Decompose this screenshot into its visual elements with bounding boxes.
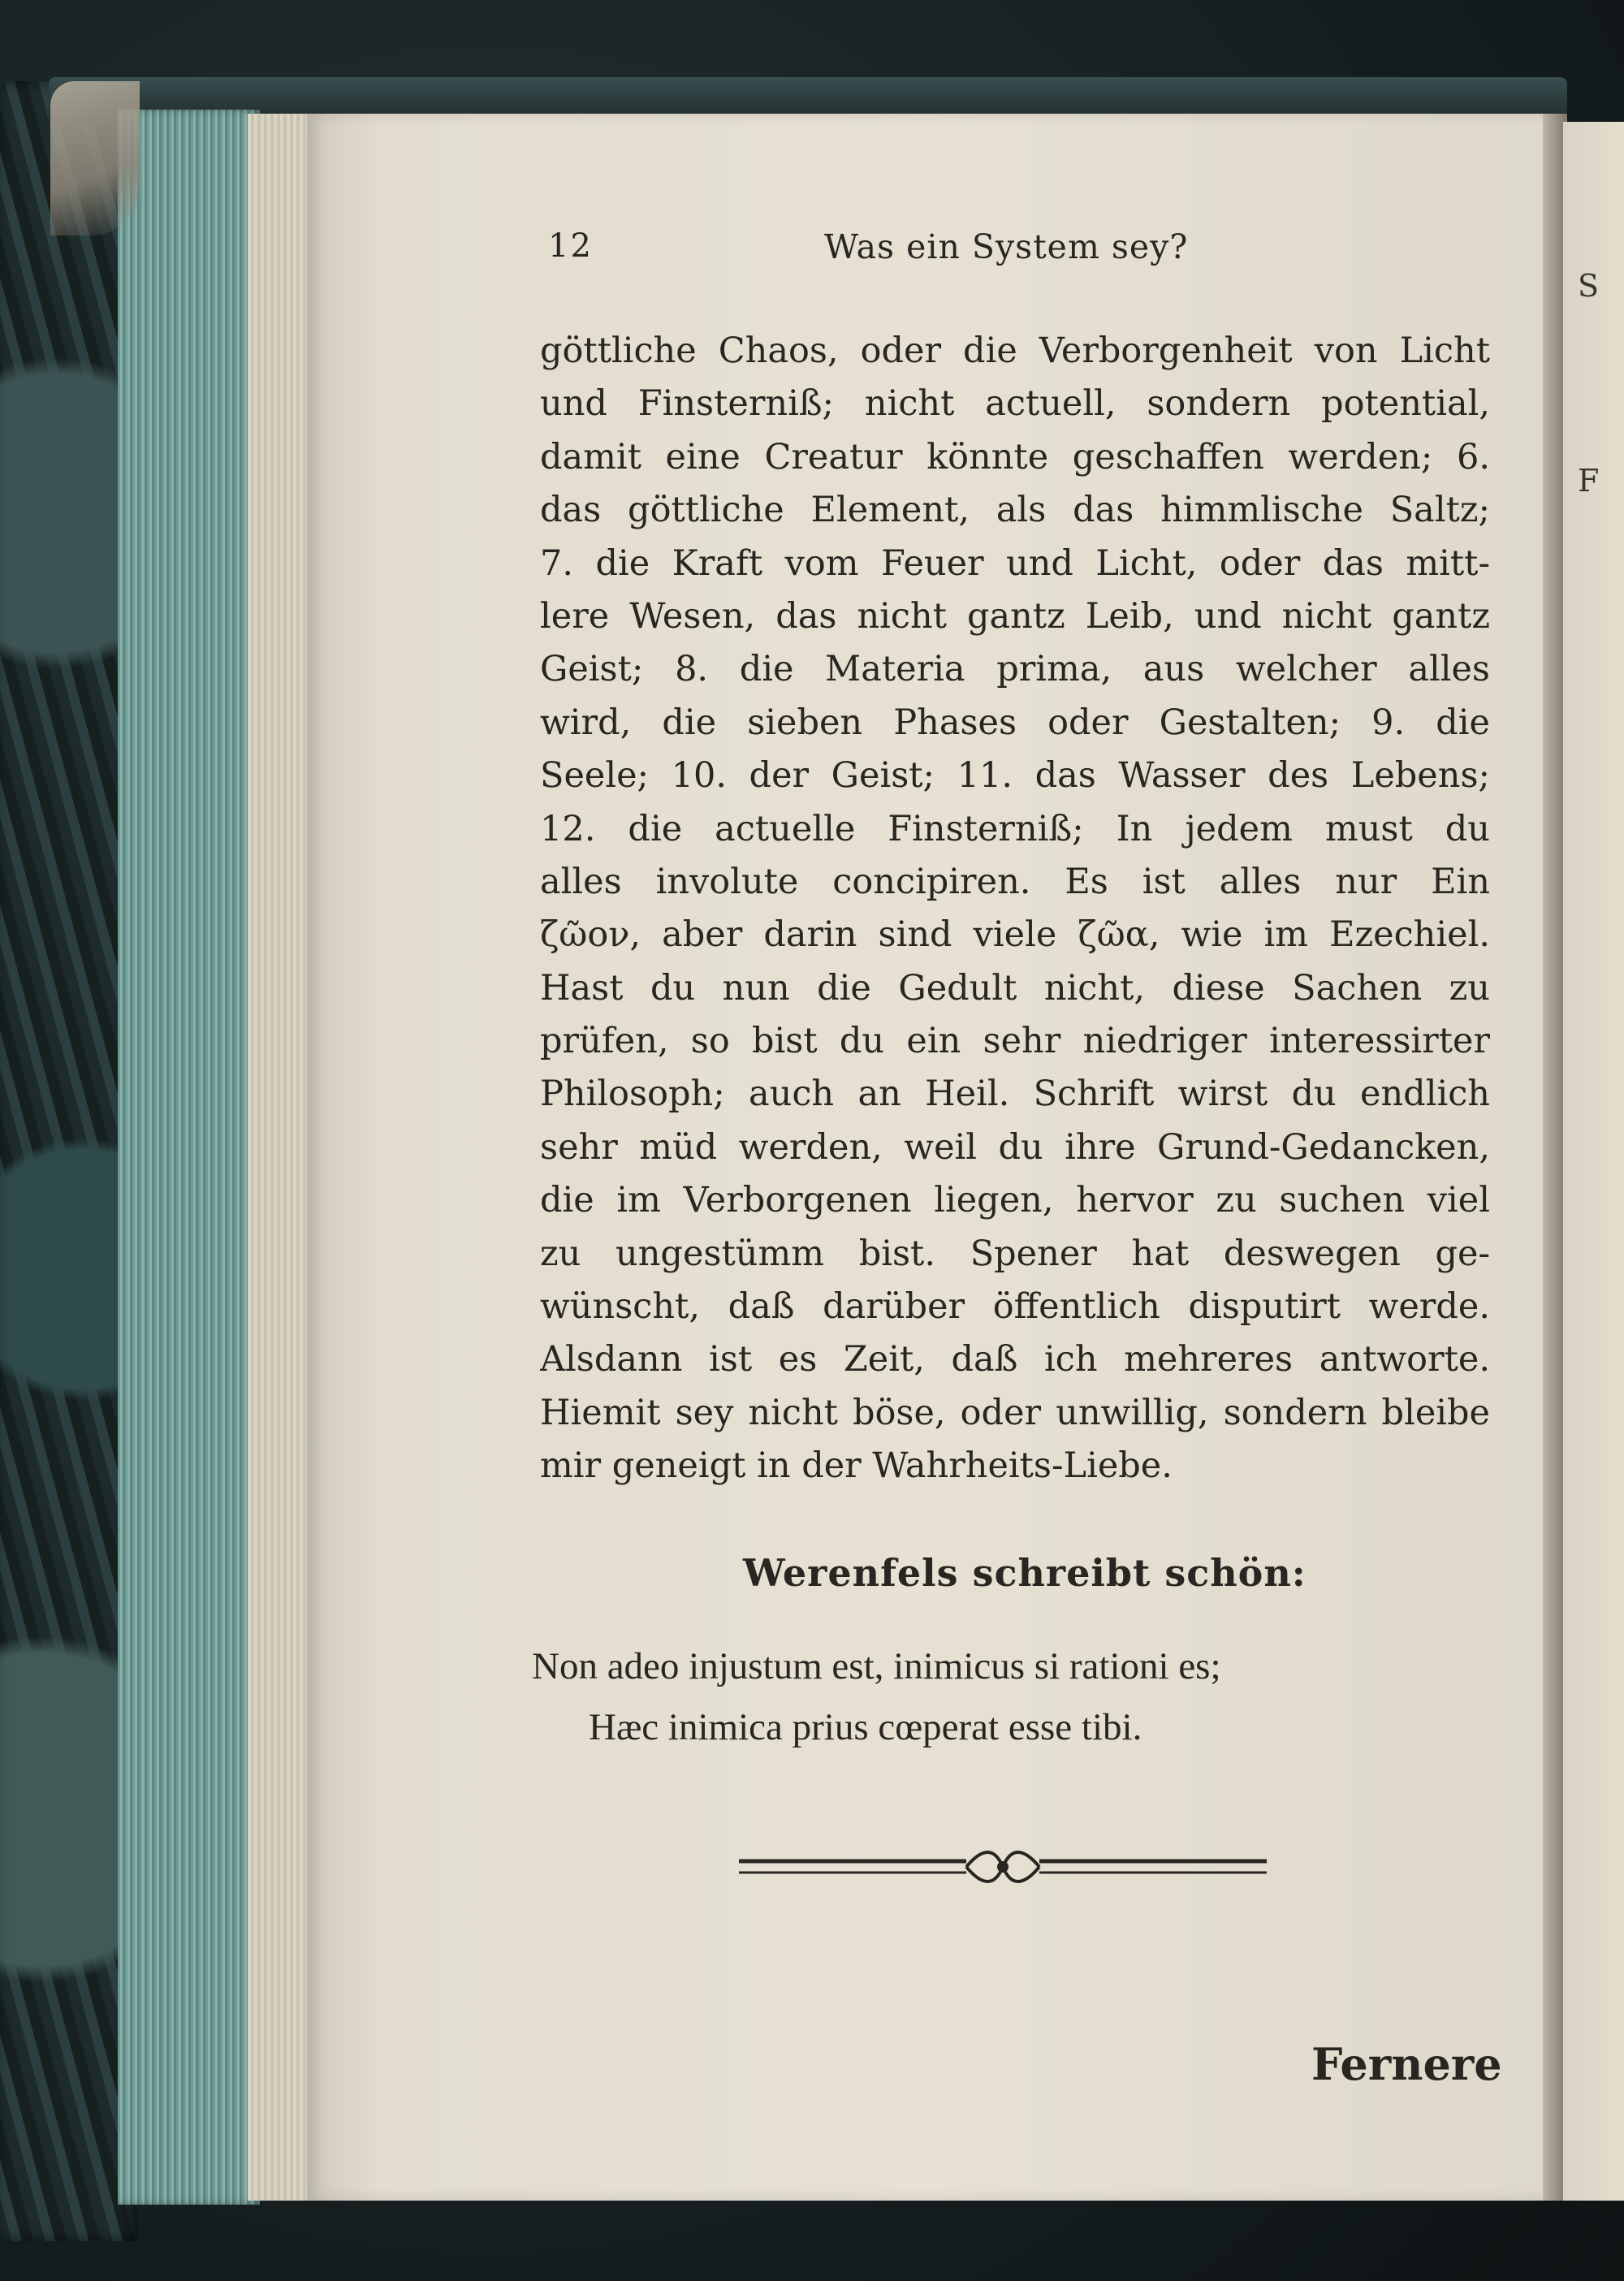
text-line: das göttliche Element, als das himmlische Saltz; [540, 490, 1490, 531]
text-line: Hiemit sey nicht böse, oder unwillig, sondern bleibe [540, 1392, 1490, 1433]
text-line: 12. die actuelle Finsterniß; In jedem must du [540, 808, 1490, 849]
page-edges [118, 110, 260, 2205]
text-line: die im Verborgenen liegen, hervor zu suchen viel [540, 1180, 1490, 1221]
ornament-rule [739, 1843, 1267, 1892]
catchword: Fernere [1311, 2038, 1502, 2090]
text-line: Geist; 8. die Materia prima, aus welcher alles [540, 649, 1490, 690]
text-line: und Finsterniß; nicht actuell, sondern potential, [540, 383, 1490, 425]
page-number: 12 [548, 227, 593, 265]
text-line: damit eine Creatur könnte geschaffen werden; 6. [540, 436, 1490, 477]
text-line: ζῶον, aber darin sind viele ζῶα, wie im Ezechiel. [540, 914, 1490, 956]
text-line: göttliche Chaos, oder die Verborgenheit von Licht [540, 330, 1490, 371]
text-line: 7. die Kraft vom Feuer und Licht, oder das mitt- [540, 542, 1490, 584]
running-title: Was ein System sey? [824, 227, 1189, 266]
text-line: wird, die sieben Phases oder Gestalten; 9. die [540, 702, 1490, 743]
facing-page-fragment: S [1578, 268, 1600, 304]
subheading: Werenfels schreibt schön: [743, 1551, 1307, 1595]
facing-page-fragment: F [1578, 463, 1600, 499]
text-line: mir geneigt in der Wahrheits-Liebe. [540, 1445, 1173, 1487]
text-line: prüfen, so bist du ein sehr niedriger interessirter [540, 1021, 1490, 1062]
text-line: alles involute concipiren. Es ist alles nur Ein [540, 861, 1490, 902]
facing-page [1563, 122, 1624, 2201]
worn-corner [50, 81, 140, 235]
text-line: sehr müd werden, weil du ihre Grund-Gedancken, [540, 1126, 1490, 1168]
text-line: Philosoph; auch an Heil. Schrift wirst du endlich [540, 1074, 1490, 1115]
text-line: Alsdann ist es Zeit, daß ich mehreres antworte. [540, 1339, 1490, 1380]
text-line: Hast du nun die Gedult nicht, diese Sachen zu [540, 967, 1490, 1009]
text-line: wünscht, daß darüber öffentlich disputirt werde. [540, 1286, 1490, 1328]
body-text [540, 325, 1490, 1493]
text-line: Seele; 10. der Geist; 11. das Wasser des Lebens; [540, 755, 1490, 797]
verse-line: Hæc inimica prius cœperat esse tibi. [589, 1706, 1142, 1748]
running-head [532, 227, 1498, 276]
verse-line: Non adeo injustum est, inimicus si rationi es; [532, 1645, 1221, 1687]
text-line: zu ungestümm bist. Spener hat deswegen ge- [540, 1233, 1490, 1274]
text-line: lere Wesen, das nicht gantz Leib, und nicht gantz [540, 595, 1490, 637]
